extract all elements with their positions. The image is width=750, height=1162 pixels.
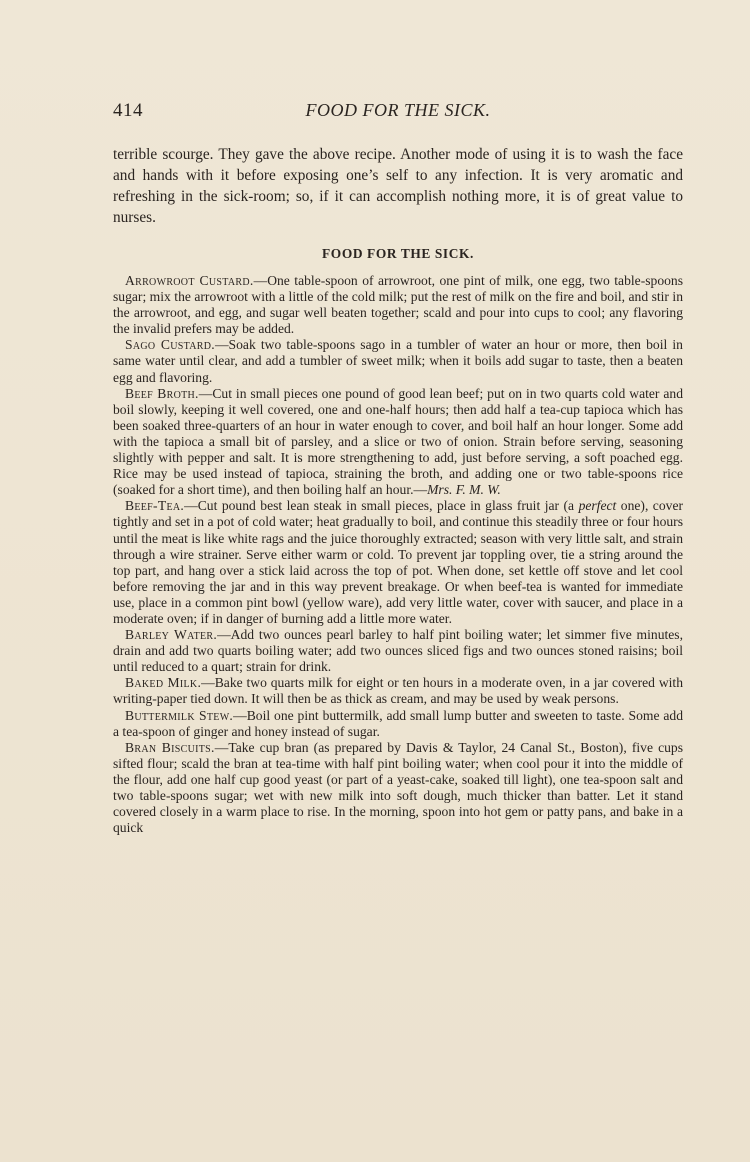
recipe-text: —Bake two quarts milk for eight or ten hours in a moderate oven, in a jar covered with writing-paper tied down. It will then be as thick as cream, and may be used by weak persons.	[113, 675, 683, 707]
recipe-credit: Mrs. F. M. W.	[427, 482, 501, 498]
recipe-text: —One table-spoon of arrowroot, one pint of milk, one egg, two table-spoons sugar; mix the arrowroot with a little of the cold milk; put the rest of milk on the fire and boil, and stir in the arrowroot, and egg, and sugar well beaten together; scald and pour into cups to cool; any flavoring the invalid prefers may be added.	[113, 273, 683, 337]
recipe-beef-tea	[113, 498, 683, 627]
intro-paragraph: terrible scourge. They gave the above recipe. Another mode of using it is to wash the face and hands with it before exposing one’s self to any infection. It is very aromatic and refreshing in the sick-room; so, if it can accomplish nothing more, it is of great value to nurses.	[113, 146, 683, 226]
recipe-text: —Cut in small pieces one pound of good lean beef; put on in two quarts cold water and boil slowly, keeping it well covered, one and one-half hours; then add half a tea-cup tapioca which has been soaked three-quarters of an hour in water enough to cover, and boil half an hour longer. Some add with the tapioca a small bit of parsley, and a slice or two of onion. Strain before serving, seasoning slightly with pepper and salt. It is more strengthening to add, just before serving, a soft poached egg. Rice may be used instead of tapioca, straining the broth, and adding one or two table-spoons rice (soaked for a short time), and then boiling half an hour.—	[113, 385, 684, 498]
page-number: 414	[113, 100, 143, 121]
recipe-title: Beef Broth.	[125, 385, 199, 401]
section-title: FOOD FOR THE SICK.	[322, 246, 474, 261]
recipe-text: —Boil one pint buttermilk, add small lump butter and sweeten to taste. Some add a tea-spoon of ginger and honey instead of sugar.	[113, 707, 684, 739]
recipe-title: Arrowroot Custard.	[125, 273, 254, 288]
recipe-sago-custard	[113, 337, 683, 385]
recipe-emphasis: perfect	[578, 498, 617, 514]
recipe-arrowroot-custard	[113, 273, 683, 337]
page-header	[113, 100, 683, 126]
recipe-list	[113, 273, 683, 836]
recipe-title: Bran Biscuits.	[125, 739, 215, 755]
recipe-title: Sago Custard.	[125, 337, 215, 353]
recipe-text: —Soak two table-spoons sago in a tumbler of water an hour or more, then boil in same water until clear, and add a tumbler of sweet milk; when it boils add sugar to taste, then a beaten egg and flavoring.	[113, 337, 683, 385]
recipe-bran-biscuits	[113, 740, 683, 837]
recipe-text: —Take cup bran (as prepared by Davis & Taylor, 24 Canal St., Boston), five cups sifted flour; scald the bran at tea-time with half pint boiling water; when cool pour it into the middle of the flour, add one half cup good yeast (or part of a yeast-cake, soaked till light), one tea-spoon salt and two table-spoons sugar; wet with new milk into soft dough, much thicker than batter. Let it stand covered closely in a warm place to rise. In the morning, spoon into hot gem or patty pans, and bake in a quick	[113, 739, 684, 836]
recipe-title: Buttermilk Stew.	[125, 707, 234, 723]
recipe-buttermilk-stew	[113, 708, 683, 740]
recipe-title: Beef-Tea.	[125, 498, 185, 514]
recipe-text: —Add two ounces pearl barley to half pint boiling water; let simmer five minutes, drain and add two quarts boiling water; add two ounces sliced figs and two ounces stoned raisins; boil until reduced to a quart; strain for drink.	[113, 627, 683, 675]
recipe-barley-water	[113, 627, 683, 675]
recipe-text: one), cover tightly and set in a pot of cold water; heat gradually to boil, and continue this steadily three or four hours until the meat is like white rags and the juice thoroughly extracted; season with very little salt, and strain through a wire strainer. Serve either warm or cold. To prevent jar toppling over, tie a string around the top part, and hang over a stick laid across the top of pot. When done, set kettle off stove and let cool before removing the jar and in this way prevent breakage. Or when beef-tea is wanted for immediate use, place in a common pint bowl (yellow ware), add very little water, cover with saucer, and place in a moderate oven; if in danger of burning add a little more water.	[113, 498, 684, 626]
recipe-text: —Cut pound best lean steak in small pieces, place in glass fruit jar (a	[184, 498, 579, 514]
running-head: FOOD FOR THE SICK.	[305, 100, 491, 120]
recipe-baked-milk	[113, 675, 683, 707]
recipe-title: Baked Milk.	[125, 675, 202, 691]
recipe-title: Barley Water.	[125, 627, 218, 643]
recipe-beef-broth	[113, 386, 683, 499]
